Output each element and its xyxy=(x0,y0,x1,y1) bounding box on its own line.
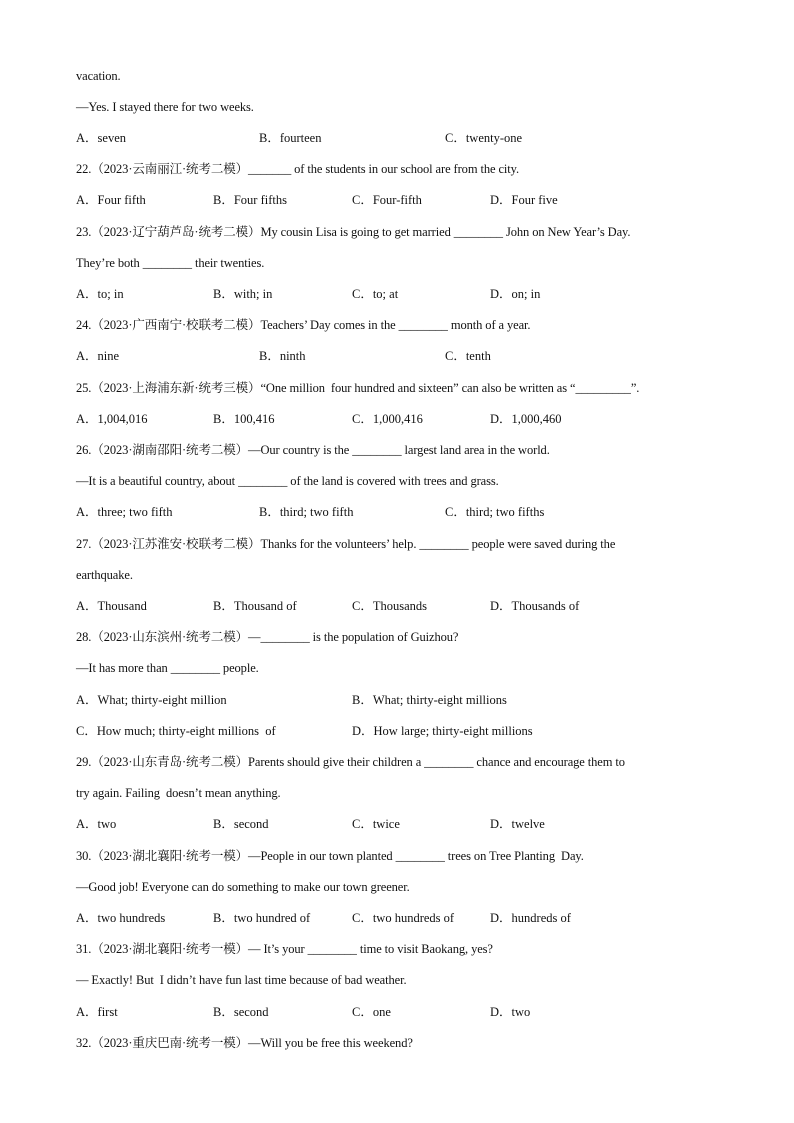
text-line: —Good job! Everyone can do something to make our town greener. xyxy=(76,880,410,894)
option-c: C．third; two fifths xyxy=(445,505,545,519)
text-line: —It has more than ________ people. xyxy=(76,661,259,675)
option-b: B．third; two fifth xyxy=(259,505,354,519)
text-line: earthquake. xyxy=(76,568,133,582)
option-c: C．How much; thirty-eight millions of xyxy=(76,724,276,738)
question-24: 24.（2023·广西南宁·校联考二模）Teachers’ Day comes in the ________ month of a year. xyxy=(76,318,531,332)
option-a: A．Four fifth xyxy=(76,193,146,207)
option-c: C．Thousands xyxy=(352,599,428,613)
option-b: B．Thousand of xyxy=(213,599,297,613)
option-c: C．two hundreds of xyxy=(352,911,455,925)
answer-options-q25 xyxy=(76,411,756,427)
option-b: B．What; thirty-eight millions xyxy=(352,693,507,707)
answer-options-q28-row1 xyxy=(76,692,756,708)
option-d: D．hundreds of xyxy=(490,911,571,925)
question-26: 26.（2023·湖南邵阳·统考二模）—Our country is the ________ largest land area in the world. xyxy=(76,443,550,457)
option-c: C．1,000,416 xyxy=(352,412,423,426)
option-b: B．ninth xyxy=(259,349,306,363)
answer-options-q30 xyxy=(76,910,756,926)
option-d: D．twelve xyxy=(490,817,545,831)
option-b: B．fourteen xyxy=(259,131,322,145)
question-25: 25.（2023·上海浦东新·统考三模）“One million four hundred and sixteen” can also be written as “_________”. xyxy=(76,381,640,395)
question-28: 28.（2023·山东滨州·统考二模）—________ is the population of Guizhou? xyxy=(76,630,459,644)
option-a: A．seven xyxy=(76,131,126,145)
option-d: D．1,000,460 xyxy=(490,412,562,426)
option-c: C．to; at xyxy=(352,287,399,301)
text-line: —Yes. I stayed there for two weeks. xyxy=(76,100,254,114)
answer-options-q24 xyxy=(76,348,756,364)
option-c: C．twenty-one xyxy=(445,131,523,145)
answer-options-q28-row2 xyxy=(76,723,756,739)
text-line: They’re both ________ their twenties. xyxy=(76,256,265,270)
option-d: D．two xyxy=(490,1005,531,1019)
option-b: B．Four fifths xyxy=(213,193,287,207)
question-30: 30.（2023·湖北襄阳·统考一模）—People in our town planted ________ trees on Tree Planting Day. xyxy=(76,849,584,863)
question-23: 23.（2023·辽宁葫芦岛·统考二模）My cousin Lisa is going to get married ________ John on New Year’s Day. xyxy=(76,225,631,239)
option-d: D．on; in xyxy=(490,287,541,301)
option-b: B．second xyxy=(213,817,269,831)
option-b: B．with; in xyxy=(213,287,273,301)
option-d: D．Four five xyxy=(490,193,558,207)
text-line: — Exactly! But I didn’t have fun last time because of bad weather. xyxy=(76,973,407,987)
option-a: A．two xyxy=(76,817,117,831)
answer-options-q22 xyxy=(76,192,756,208)
answer-options-q21 xyxy=(76,130,756,146)
answer-options-q29 xyxy=(76,816,756,832)
answer-options-q26 xyxy=(76,504,756,520)
option-d: D．Thousands of xyxy=(490,599,580,613)
text-line: —It is a beautiful country, about ________ of the land is covered with trees and grass. xyxy=(76,474,499,488)
question-32: 32.（2023·重庆巴南·统考一模）—Will you be free this weekend? xyxy=(76,1036,413,1050)
option-a: A．two hundreds xyxy=(76,911,166,925)
option-b: B．second xyxy=(213,1005,269,1019)
answer-options-q23 xyxy=(76,286,756,302)
answer-options-q31 xyxy=(76,1004,756,1020)
option-c: C．twice xyxy=(352,817,400,831)
text-line: vacation. xyxy=(76,69,121,83)
answer-options-q27 xyxy=(76,598,756,614)
option-a: A．first xyxy=(76,1005,118,1019)
option-a: A．to; in xyxy=(76,287,124,301)
question-27: 27.（2023·江苏淮安·校联考二模）Thanks for the volunteers’ help. ________ people were saved during the xyxy=(76,537,616,551)
option-c: C．Four-fifth xyxy=(352,193,422,207)
option-b: B．two hundred of xyxy=(213,911,311,925)
option-c: C．one xyxy=(352,1005,391,1019)
option-b: B．100,416 xyxy=(213,412,275,426)
option-c: C．tenth xyxy=(445,349,491,363)
option-a: A．Thousand xyxy=(76,599,147,613)
option-a: A．three; two fifth xyxy=(76,505,173,519)
question-22: 22.（2023·云南丽江·统考二模）_______ of the students in our school are from the city. xyxy=(76,162,520,176)
option-d: D．How large; thirty-eight millions xyxy=(352,724,533,738)
question-29: 29.（2023·山东青岛·统考二模）Parents should give their children a ________ chance and encourage them to xyxy=(76,755,625,769)
text-line: try again. Failing doesn’t mean anything. xyxy=(76,786,281,800)
option-a: A．nine xyxy=(76,349,120,363)
option-a: A．What; thirty-eight million xyxy=(76,693,227,707)
option-a: A．1,004,016 xyxy=(76,412,148,426)
question-31: 31.（2023·湖北襄阳·统考一模）— It’s your ________ time to visit Baokang, yes? xyxy=(76,942,493,956)
